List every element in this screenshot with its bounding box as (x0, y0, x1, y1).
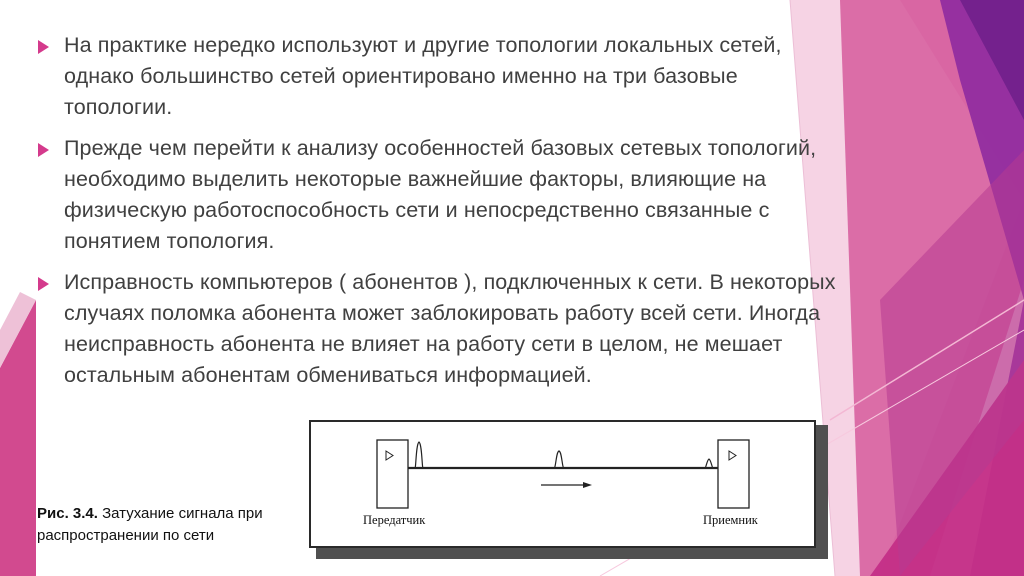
bullet-text-3: Исправность компьютеров ( абонентов ), подключенных к сети. В некоторых случаях поломка абонента может заблокировать работу всей сети. Иногда неисправность абонента не влияет на работу сети в целом, не мешает остальным абонентам обмениваться информацией. (64, 270, 836, 387)
signal-attenuation-figure (309, 420, 816, 548)
caption-text: Затухание сигнала при распространении по сети (37, 505, 263, 544)
figure-caption (37, 503, 287, 547)
transmitter-box (377, 440, 408, 508)
bullet-list (36, 30, 848, 401)
triangle-bullet-icon (38, 277, 49, 291)
bullet-text-1: На практике нередко используют и другие топологии локальных сетей, однако большинство сетей ориентировано именно на три базовые топологии. (64, 33, 782, 119)
signal-diagram (311, 422, 818, 550)
bullet-item-2 (36, 133, 848, 257)
bullet-item-1 (36, 30, 848, 123)
bullet-text-2: Прежде чем перейти к анализу особенностей базовых сетевых топологий, необходимо выделить некоторые важнейшие факторы, влияющие на физическую работоспособность сети и непосредственно связанные с понятием топология. (64, 136, 817, 253)
transmitter-label: Передатчик (363, 513, 426, 527)
direction-arrowhead-icon (583, 482, 592, 488)
bullet-item-3 (36, 267, 848, 391)
pulse-strong (411, 442, 427, 468)
pulse-medium (549, 451, 569, 468)
pulse-weak (701, 459, 716, 468)
triangle-bullet-icon (38, 143, 49, 157)
caption-prefix: Рис. 3.4. (37, 505, 98, 522)
triangle-bullet-icon (38, 40, 49, 54)
receiver-label: Приемник (703, 513, 758, 527)
receiver-box (718, 440, 749, 508)
